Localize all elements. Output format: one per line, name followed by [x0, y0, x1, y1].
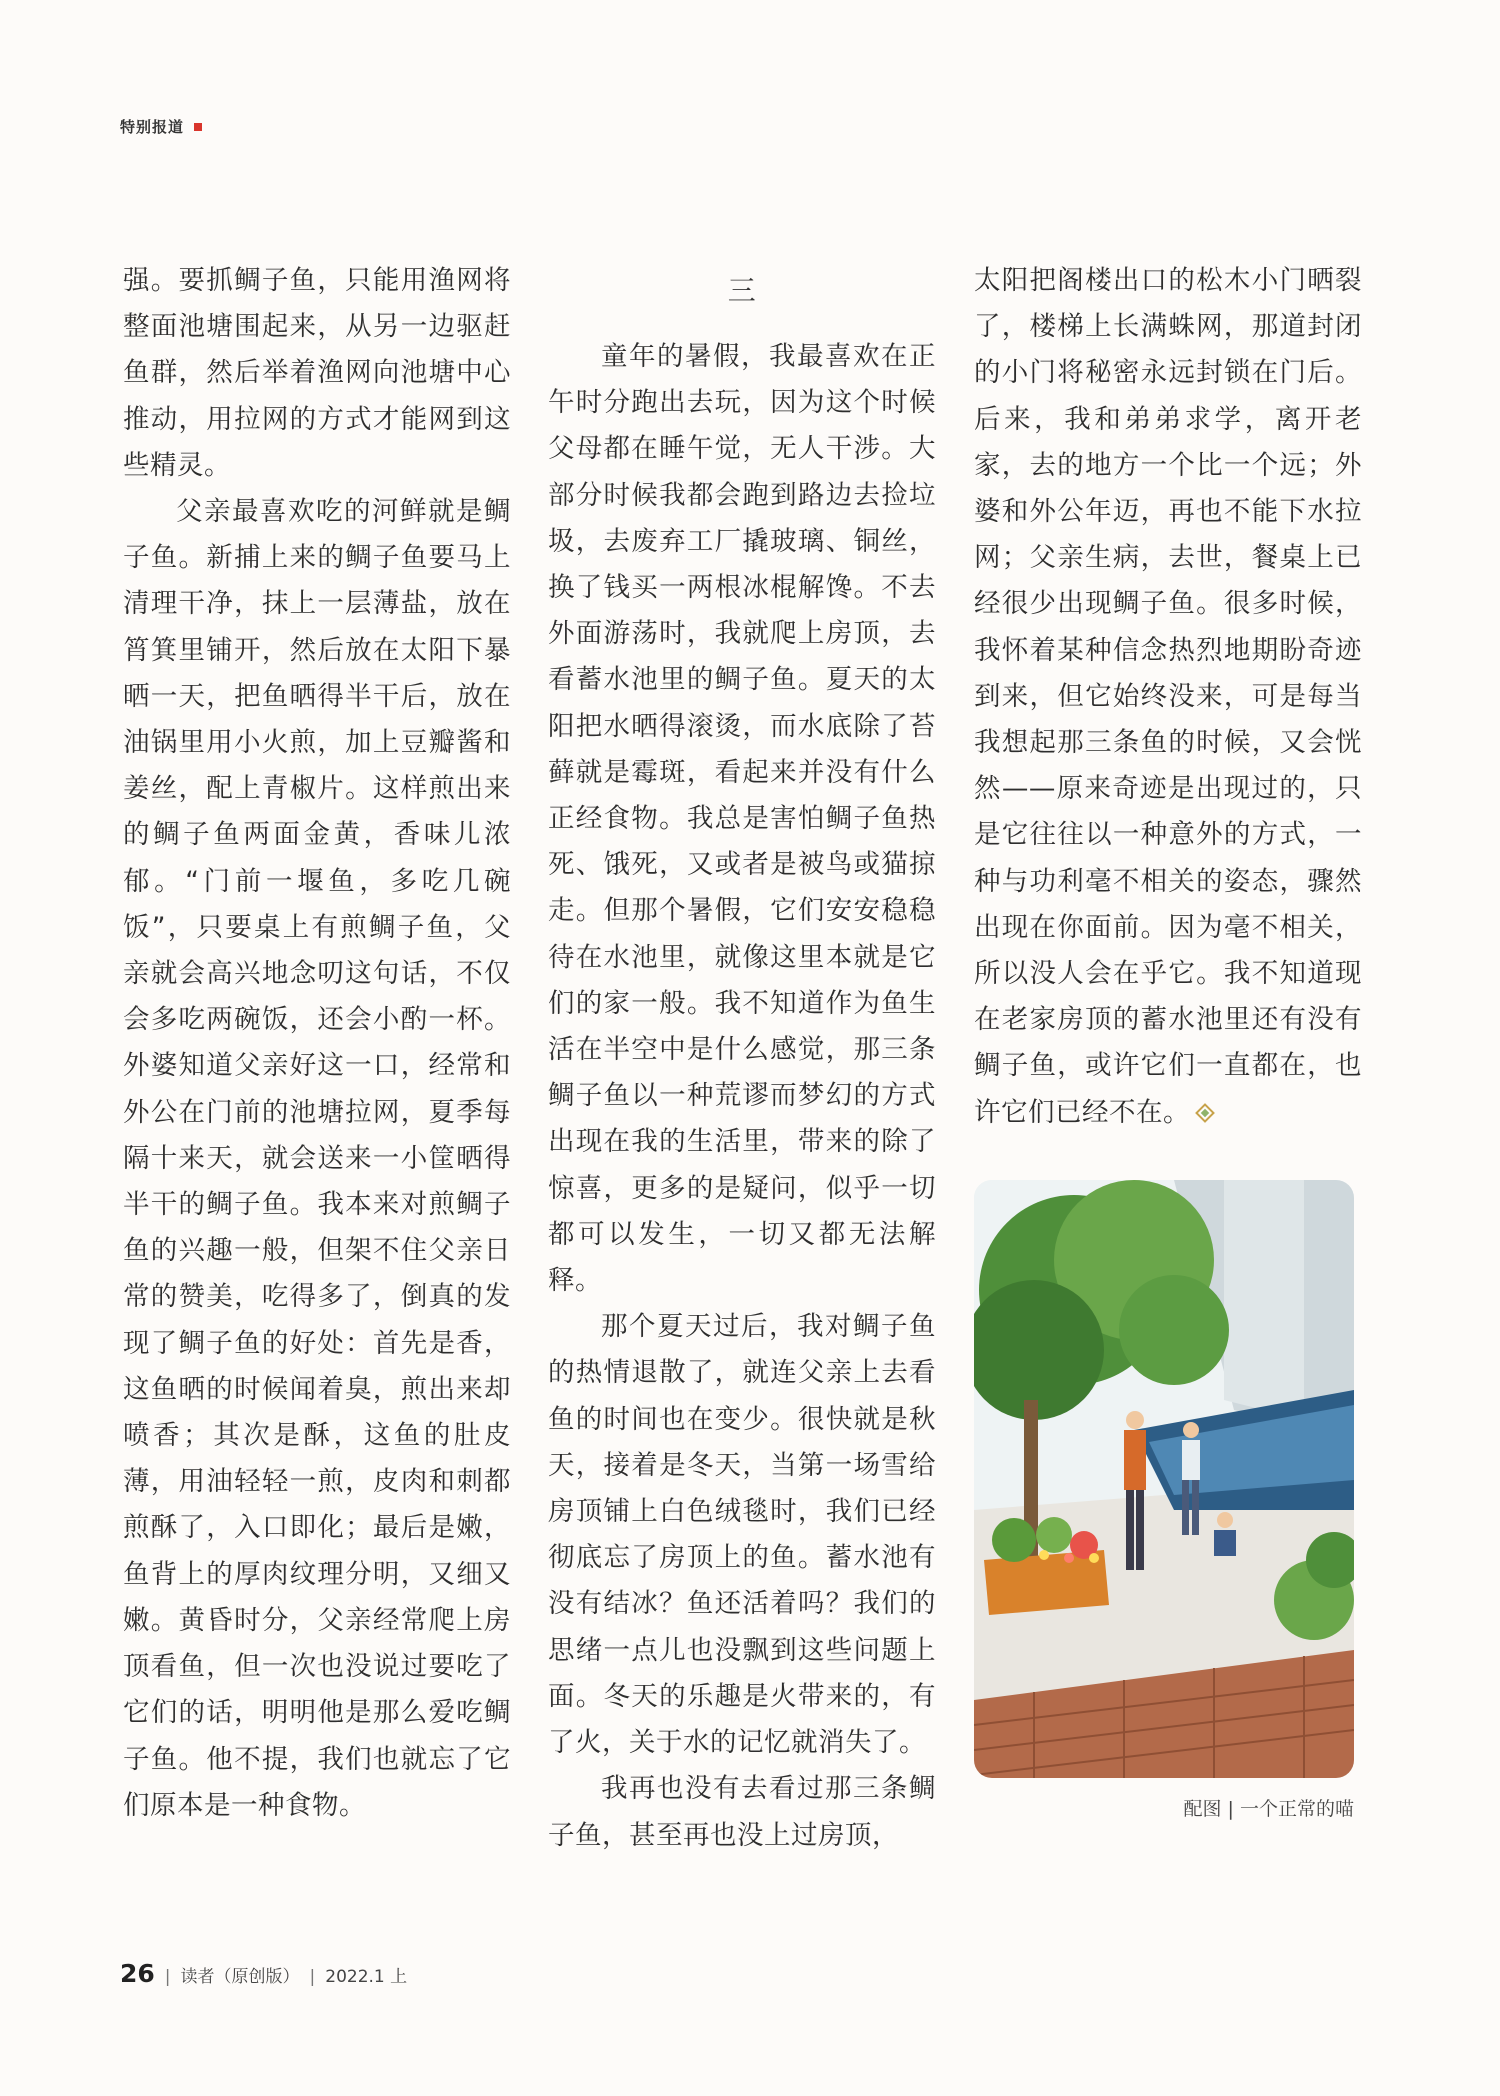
- section-label: 特别报道: [120, 118, 185, 136]
- section-number: 三: [727, 274, 757, 307]
- paragraph: 那个夏天过后，我对鲷子鱼的热情退散了，就连父亲上去看鱼的时间也在变少。很快就是秋天，接着是冬天，当第一场雪给房顶铺上白色绒毯时，我们已经彻底忘了房顶上的鱼。蓄水池有没有结冰？鱼还活着吗？我们的思绪一点儿也没飘到这些问题上面。冬天的乐趣是火带来的，有了火，关于水的记忆就消失了。: [548, 1311, 936, 1759]
- issue-label: 2022.1 上: [325, 1967, 408, 1987]
- section-header: [120, 116, 202, 137]
- paragraph: 强。要抓鲷子鱼，只能用渔网将整面池塘围起来，从另一边驱赶鱼群，然后举着渔网向池塘中心推动，用拉网的方式才能网到这些精灵。: [123, 265, 511, 481]
- illustration-caption: 配图 | 一个正常的喵: [1183, 1798, 1354, 1820]
- footer-divider: |: [164, 1967, 171, 1987]
- illustration: [974, 1180, 1354, 1778]
- article-column-1: [123, 258, 511, 1829]
- rooftop-illustration: [974, 1180, 1354, 1778]
- article-column-3: [974, 258, 1362, 1136]
- article-column-2: [548, 258, 936, 1859]
- page-number: 26: [120, 1959, 155, 1988]
- end-mark-icon: [1194, 1102, 1216, 1124]
- paragraph: 父亲最喜欢吃的河鲜就是鲷子鱼。新捕上来的鲷子鱼要马上清理干净，抹上一层薄盐，放在筲箕里铺开，然后放在太阳下暴晒一天，把鱼晒得半干后，放在油锅里用小火煎，加上豆瓣酱和姜丝，配上青椒片。这样煎出来的鲷子鱼两面金黄，香味儿浓郁。“门前一堰鱼，多吃几碗饭”，只要桌上有煎鲷子鱼，父亲就会高兴地念叨这句话，不仅会多吃两碗饭，还会小酌一杯。外婆知道父亲好这一口，经常和外公在门前的池塘拉网，夏季每隔十来天，就会送来一小筐晒得半干的鲷子鱼。我本来对煎鲷子鱼的兴趣一般，但架不住父亲日常的赞美，吃得多了，倒真的发现了鲷子鱼的好处：首先是香，这鱼晒的时候闻着臭，煎出来却喷香；其次是酥，这鱼的肚皮薄，用油轻轻一煎，皮肉和刺都煎酥了，入口即化；最后是嫩，鱼背上的厚肉纹理分明，又细又嫩。黄昏时分，父亲经常爬上房顶看鱼，但一次也没说过要吃了它们的话，明明他是那么爱吃鲷子鱼。他不提，我们也就忘了它们原本是一种食物。: [123, 496, 511, 1821]
- paragraph: 童年的暑假，我最喜欢在正午时分跑出去玩，因为这个时候父母都在睡午觉，无人干涉。大部分时候我都会跑到路边去捡垃圾，去废弃工厂撬玻璃、铜丝，换了钱买一两根冰棍解馋。不去外面游荡时，我就爬上房顶，去看蓄水池里的鲷子鱼。夏天的太阳把水晒得滚烫，而水底除了苔藓就是霉斑，看起来并没有什么正经食物。我总是害怕鲷子鱼热死、饿死，又或者是被鸟或猫掠走。但那个暑假，它们安安稳稳待在水池里，就像这里本就是它们的家一般。我不知道作为鱼生活在半空中是什么感觉，那三条鲷子鱼以一种荒谬而梦幻的方式出现在我的生活里，带来的除了惊喜，更多的是疑问，似乎一切都可以发生，一切又都无法解释。: [548, 341, 936, 1297]
- section-marker-icon: [194, 123, 202, 131]
- page-footer: [120, 1959, 407, 1988]
- paragraph: 太阳把阁楼出口的松木小门晒裂了，楼梯上长满蛛网，那道封闭的小门将秘密永远封锁在门后。后来，我和弟弟求学，离开老家，去的地方一个比一个远；外婆和外公年迈，再也不能下水拉网；父亲生病，去世，餐桌上已经很少出现鲷子鱼。很多时候，我怀着某种信念热烈地期盼奇迹到来，但它始终没来，可是每当我想起那三条鱼的时候，又会恍然——原来奇迹是出现过的，只是它往往以一种意外的方式，一种与功利毫不相关的姿态，骤然出现在你面前。因为毫不相关，所以没人会在乎它。我不知道现在老家房顶的蓄水池里还有没有鲷子鱼，或许它们一直都在，也许它们已经不在。: [974, 265, 1362, 1128]
- magazine-name: 读者（原创版）: [180, 1967, 300, 1987]
- footer-divider: |: [309, 1967, 316, 1987]
- paragraph: 我再也没有去看过那三条鲷子鱼，甚至再也没上过房顶，: [548, 1773, 936, 1851]
